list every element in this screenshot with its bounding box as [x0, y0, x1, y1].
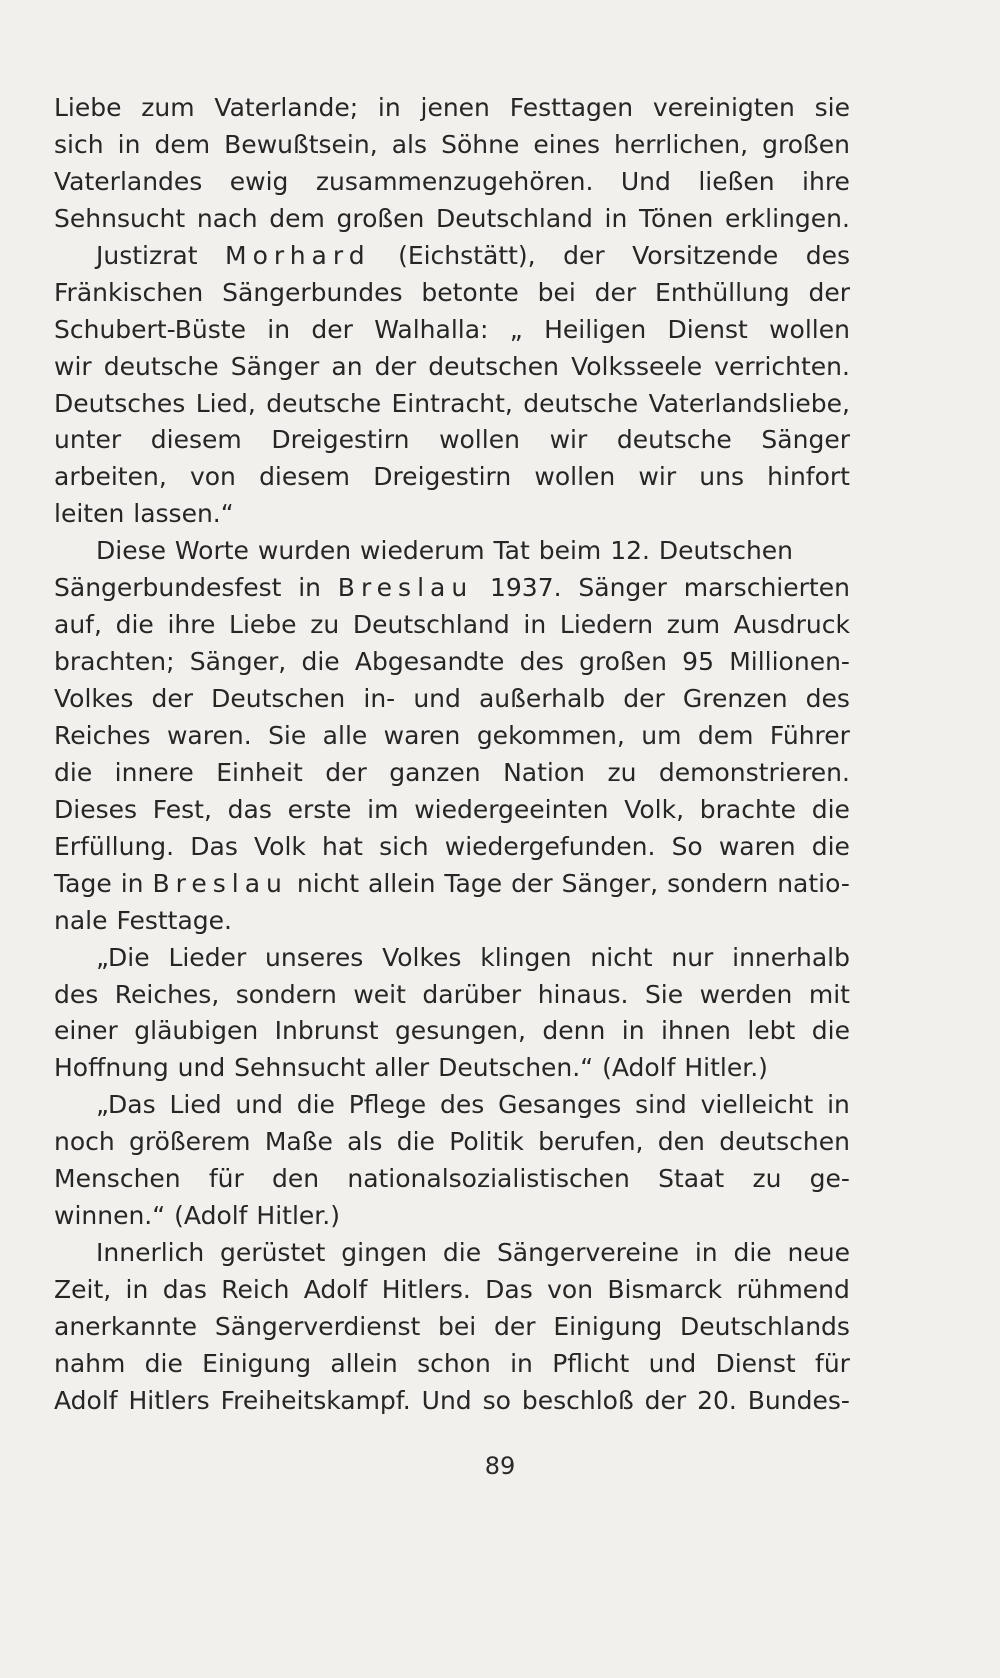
text-word: Walhalla: [374, 314, 489, 344]
text-word: Lieder [168, 942, 247, 972]
text-word: gerüstet [220, 1238, 326, 1268]
text-word: allein [330, 1348, 398, 1378]
text-word: großen [336, 203, 425, 233]
text-word: Ausdruck [733, 610, 850, 640]
text-word: ge- [809, 1164, 850, 1194]
text-word: Einigung [553, 1311, 663, 1341]
text-word: die [811, 794, 850, 824]
text-word: des [54, 979, 99, 1009]
text-word: Sie [644, 979, 684, 1009]
text-word: So [671, 831, 703, 861]
text-word: nahm [54, 1348, 126, 1378]
text-line [54, 1272, 850, 1309]
text-word: dem [269, 203, 325, 233]
text-word: als [391, 129, 428, 159]
text-word: Eintracht, [391, 388, 513, 418]
text-word: gläubigen [134, 1016, 259, 1046]
text-line [54, 940, 850, 977]
text-word: unseres [265, 942, 364, 972]
text-word: der [325, 757, 367, 787]
text-word: waren [718, 831, 796, 861]
text-word: Inbrunst [274, 1016, 379, 1046]
text-word: Sängervereine [496, 1238, 679, 1268]
text-word: Breslau [152, 868, 288, 898]
text-word: Hitlers [128, 1385, 210, 1415]
text-word: unter [54, 425, 122, 455]
text-word: zu [752, 1164, 782, 1194]
text-line [54, 903, 850, 940]
text-word: klingen [480, 942, 572, 972]
text-word: herrlichen, [614, 129, 749, 159]
text-word: Festtagen [509, 93, 634, 122]
text-line [54, 90, 850, 127]
text-word: Volksseele [571, 351, 703, 381]
text-word: vereinigten [652, 93, 795, 122]
text-word: in [510, 1348, 533, 1378]
text-word: gesungen, [394, 1016, 526, 1046]
text-word: Fränkischen [54, 277, 204, 307]
text-word: hinaus. [537, 979, 629, 1009]
text-word: wir [638, 462, 677, 492]
text-word: nationalsozialistischen [347, 1164, 630, 1194]
text-word: der [623, 684, 665, 713]
text-word: sie [814, 93, 850, 122]
page-body-text [54, 90, 850, 1420]
text-line [54, 1309, 850, 1346]
text-word: deutschen [428, 351, 559, 381]
text-line [54, 607, 850, 644]
text-word: deutsche [523, 388, 639, 418]
text-word: die [442, 1238, 482, 1268]
text-word: Fest, [152, 794, 212, 824]
text-word: Adolf [303, 1275, 368, 1304]
text-word: Zeit, [54, 1275, 112, 1304]
text-word: die [296, 1090, 335, 1120]
text-word: Grenzen [682, 684, 788, 713]
text-word: Staat [658, 1164, 725, 1194]
text-word: (Eichstätt), [398, 240, 536, 270]
text-word: alle [322, 720, 368, 750]
text-word: eines [533, 129, 600, 159]
text-word: zum [141, 93, 195, 122]
text-word: ganzen [389, 757, 481, 787]
text-word: des [440, 1090, 485, 1120]
text-word: ihre [802, 166, 850, 196]
text-word: den [657, 1127, 705, 1157]
text-word: in [120, 868, 144, 898]
text-word: Breslau [337, 573, 474, 603]
text-line [54, 1161, 850, 1198]
text-word: Lied, [195, 388, 256, 418]
text-word: 20. [697, 1385, 737, 1415]
text-word: die [54, 757, 93, 787]
text-word: dem [697, 720, 754, 750]
text-line [54, 644, 850, 681]
text-word: für [208, 1164, 244, 1194]
text-line [54, 977, 850, 1014]
text-word: des [805, 684, 850, 713]
text-word: zu [607, 757, 637, 787]
text-word: wiedergefunden. [444, 831, 656, 861]
text-word: winnen.“ (Adolf Hitler.) [54, 1201, 340, 1231]
text-word: Volk, [624, 794, 685, 824]
text-word: neue [787, 1238, 850, 1268]
text-word: in [117, 129, 141, 159]
text-line [54, 1050, 850, 1087]
text-word: Deutschen [211, 684, 346, 713]
text-word: in [377, 93, 401, 122]
text-line [54, 127, 850, 164]
text-word: Dienst [667, 314, 748, 344]
text-word: Sänger [230, 351, 320, 381]
text-word: Menschen [54, 1164, 181, 1194]
text-line [54, 1013, 850, 1050]
text-word: Das [190, 831, 238, 861]
text-word: Sängerverdienst [214, 1311, 421, 1341]
text-word: Tage [54, 868, 112, 898]
text-line [54, 755, 850, 792]
text-word: der [808, 277, 850, 307]
text-line [54, 312, 850, 349]
text-word: allein [368, 868, 436, 898]
text-word: die [733, 1238, 772, 1268]
text-line [54, 164, 850, 201]
text-word: natio- [777, 868, 850, 898]
text-word: der [511, 868, 553, 898]
text-line [54, 1346, 850, 1383]
text-word: Bundes- [747, 1385, 850, 1415]
text-word: von [547, 1275, 594, 1304]
text-word: ihre [167, 610, 216, 640]
text-word: Volkes [382, 942, 462, 972]
text-word: Pflicht [552, 1348, 630, 1378]
text-line [54, 829, 850, 866]
text-word: außerhalb [478, 684, 606, 713]
text-line [54, 422, 850, 459]
text-word: in [827, 1090, 850, 1120]
text-word: erste [287, 794, 352, 824]
text-word: „Das [96, 1090, 156, 1120]
text-line [54, 1124, 850, 1161]
text-word: ihnen [661, 1016, 731, 1046]
text-word: erklingen. [724, 203, 850, 233]
text-word: Das [485, 1275, 533, 1304]
text-word: Sehnsucht [54, 203, 186, 233]
text-word: deutsche [103, 351, 219, 381]
text-word: Maße [264, 1127, 333, 1157]
text-word: die [811, 831, 850, 861]
text-word: den [272, 1164, 320, 1194]
text-word: für [815, 1348, 850, 1378]
text-word: rühmend [736, 1275, 850, 1304]
text-word: vielleicht [700, 1090, 814, 1120]
text-word: hinfort [767, 462, 850, 492]
text-word: Sänger [578, 573, 667, 603]
text-word: Adolf [54, 1385, 118, 1415]
text-word: der [563, 240, 605, 270]
text-line [54, 459, 850, 496]
text-word: beschloß [521, 1385, 634, 1415]
text-word: bei [438, 1311, 477, 1341]
text-word: Hitlers. [381, 1275, 471, 1304]
text-word: wollen [534, 462, 616, 492]
text-word: lebt [747, 1016, 796, 1046]
text-word: die [115, 610, 154, 640]
text-word: im [367, 794, 399, 824]
text-word: der [151, 684, 194, 713]
text-word: Liedern [559, 610, 654, 640]
text-word: Sängerbundesfest [54, 573, 282, 603]
text-word: als [347, 1127, 383, 1157]
text-line [54, 570, 850, 607]
text-word: jenen [420, 93, 490, 122]
text-line [54, 1198, 850, 1235]
text-line [54, 275, 850, 312]
text-word: hat [322, 831, 363, 861]
text-word: einer [54, 1016, 118, 1046]
text-word: Abgesandte [354, 647, 505, 677]
text-word: Reiches [54, 720, 151, 750]
text-word: Dreigestirn [271, 425, 410, 455]
text-line [54, 1087, 850, 1124]
text-word: wiedergeeinten [414, 794, 609, 824]
text-word: in [694, 1238, 718, 1268]
text-word: uns [699, 462, 744, 492]
text-word: der [644, 1385, 687, 1415]
text-word: Tönen [638, 203, 714, 233]
text-word: werden [699, 979, 793, 1009]
text-word: Reiches, [114, 979, 220, 1009]
text-word: großen [762, 129, 850, 159]
text-word: Morhard [225, 240, 371, 270]
text-word: zusammenzugehören. [315, 166, 594, 196]
text-word: Deutschlands [680, 1311, 850, 1341]
text-word: der [374, 351, 417, 381]
text-word: Vorsitzende [632, 240, 779, 270]
text-word: nicht [590, 942, 653, 972]
text-word: Liebe [229, 610, 297, 640]
text-word: darüber [422, 979, 522, 1009]
text-word: in [125, 1275, 149, 1304]
text-word: 1937. [490, 573, 562, 603]
text-word: auf, [54, 610, 102, 640]
text-word: die [301, 647, 340, 677]
text-word: Liebe [54, 93, 122, 122]
text-word: Sänger, [561, 868, 659, 898]
text-word: sondern [667, 868, 769, 898]
text-word: Dreigestirn [373, 462, 512, 492]
text-word: in [298, 573, 321, 603]
text-word: Hoffnung und Sehnsucht aller Deutschen.“ (Adolf Hitler.) [54, 1053, 768, 1083]
text-word: Schubert-Büste [54, 314, 246, 344]
text-line [54, 681, 850, 718]
text-word: leiten lassen.“ [54, 499, 234, 529]
text-word: berufen, [538, 1127, 644, 1157]
text-word: Innerlich [96, 1238, 205, 1268]
text-line [54, 533, 850, 570]
text-word: Einheit [216, 757, 303, 787]
text-word: Gesanges [498, 1090, 622, 1120]
text-line [54, 238, 850, 275]
text-line [54, 1235, 850, 1272]
text-word: betonte [421, 277, 519, 307]
text-word: Enthüllung [655, 277, 790, 307]
text-word: Vaterlande; [214, 93, 359, 122]
text-word: sondern [235, 979, 337, 1009]
text-word: Deutschland [352, 610, 510, 640]
text-word: in [621, 1016, 645, 1046]
text-word: verrichten. [714, 351, 850, 381]
text-line [54, 201, 850, 238]
text-word: Vaterlandes [54, 166, 203, 196]
text-word: zu [310, 610, 340, 640]
text-word: nach [196, 203, 258, 233]
text-line [54, 386, 850, 423]
text-word: Deutsches [54, 388, 186, 418]
text-word: innerhalb [732, 942, 850, 972]
text-word: sich [54, 129, 104, 159]
text-word: Lied [169, 1090, 222, 1120]
text-word: Bewußtsein, [224, 129, 378, 159]
text-word: um [641, 720, 682, 750]
text-word: denn [542, 1016, 606, 1046]
text-word: Pflege [348, 1090, 427, 1120]
text-word: deutsche [266, 388, 382, 418]
text-word: Freiheitskampf. [220, 1385, 411, 1415]
text-word: wir [54, 351, 92, 381]
text-word: nur [671, 942, 714, 972]
text-word: Sängerbundes [222, 277, 403, 307]
text-word: so [482, 1385, 511, 1415]
text-word: Sänger [761, 425, 850, 455]
text-word: in- [363, 684, 396, 713]
text-word: wollen [769, 314, 850, 344]
text-word: Söhne [441, 129, 520, 159]
text-word: zum [666, 610, 721, 640]
text-line [54, 792, 850, 829]
text-word: arbeiten, [54, 462, 167, 492]
text-word: „ [509, 314, 523, 344]
text-word: in [523, 610, 547, 640]
text-word: Vaterlandsliebe, [648, 388, 850, 418]
text-word: Dienst [715, 1348, 796, 1378]
text-word: bei [537, 277, 576, 307]
text-word: diesem [150, 425, 242, 455]
text-word: sind [635, 1090, 687, 1120]
text-word: von [189, 462, 236, 492]
text-word: sich [379, 831, 429, 861]
text-word: Politik [449, 1127, 524, 1157]
text-word: brachte [699, 794, 797, 824]
text-word: brachten; [54, 647, 175, 677]
text-word: der [311, 314, 353, 344]
text-line [54, 349, 850, 386]
text-word: und [235, 1090, 283, 1120]
text-word: das [162, 1275, 207, 1304]
text-line [54, 496, 850, 533]
text-word: der [594, 277, 637, 307]
text-word: und [648, 1348, 697, 1378]
text-word: Nation [503, 757, 586, 787]
text-word: nicht [296, 868, 360, 898]
text-word: Einigung [202, 1348, 312, 1378]
text-word: Reich [221, 1275, 290, 1304]
text-word: deutsche [616, 425, 732, 455]
text-word: anerkannte [54, 1311, 198, 1341]
text-word: gingen [341, 1238, 428, 1268]
text-word: dem [154, 129, 211, 159]
text-word: „Die [96, 942, 150, 972]
text-word: diesem [259, 462, 351, 492]
text-line [54, 866, 850, 903]
text-word: Und [620, 166, 671, 196]
text-word: Tage [444, 868, 503, 898]
text-word: waren [383, 720, 461, 750]
page-number: 89 [484, 1452, 516, 1480]
text-word: in [604, 203, 628, 233]
text-word: die [396, 1127, 435, 1157]
text-word: schon [417, 1348, 491, 1378]
text-word: Sänger, [189, 647, 287, 677]
text-word: Justizrat [96, 240, 198, 270]
text-word: waren. [166, 720, 252, 750]
text-word: nale Festtage. [54, 905, 232, 935]
text-word: Deutschland [436, 203, 593, 233]
text-word: die [811, 1016, 850, 1046]
text-word: in [267, 314, 291, 344]
text-word: des [805, 240, 850, 270]
text-word: Diese Worte wurden wiederum Tat beim 12. Deutschen [96, 536, 794, 566]
text-word: demonstrieren. [658, 757, 850, 787]
text-word: 95 [682, 647, 714, 677]
text-word: die [144, 1348, 183, 1378]
text-word: noch [54, 1127, 115, 1157]
text-word: marschierten [683, 573, 850, 603]
text-word: Heiligen [544, 314, 647, 344]
text-word: wollen [439, 425, 520, 455]
text-word: Erfüllung. [54, 831, 175, 861]
text-word: deutschen [719, 1127, 850, 1157]
text-word: gekommen, [476, 720, 625, 750]
text-word: wir [549, 425, 588, 455]
text-word: Volk [253, 831, 306, 861]
text-word: und [413, 684, 461, 713]
text-word: Millionen- [729, 647, 850, 677]
text-line [54, 1383, 850, 1420]
text-word: Sie [268, 720, 307, 750]
text-word: des [519, 647, 564, 677]
text-word: größerem [129, 1127, 251, 1157]
text-word: großen [579, 647, 667, 677]
text-word: Führer [769, 720, 850, 750]
text-word: mit [808, 979, 850, 1009]
text-line [54, 718, 850, 755]
text-word: Bismarck [607, 1275, 723, 1304]
text-word: innere [114, 757, 194, 787]
text-word: ewig [229, 166, 289, 196]
text-word: der [494, 1311, 536, 1341]
text-word: Dieses [54, 794, 138, 824]
text-word: das [227, 794, 272, 824]
text-word: an [331, 351, 363, 381]
text-word: Volkes [54, 684, 134, 713]
text-word: weit [353, 979, 406, 1009]
text-word: ließen [698, 166, 775, 196]
text-word: Und [421, 1385, 472, 1415]
